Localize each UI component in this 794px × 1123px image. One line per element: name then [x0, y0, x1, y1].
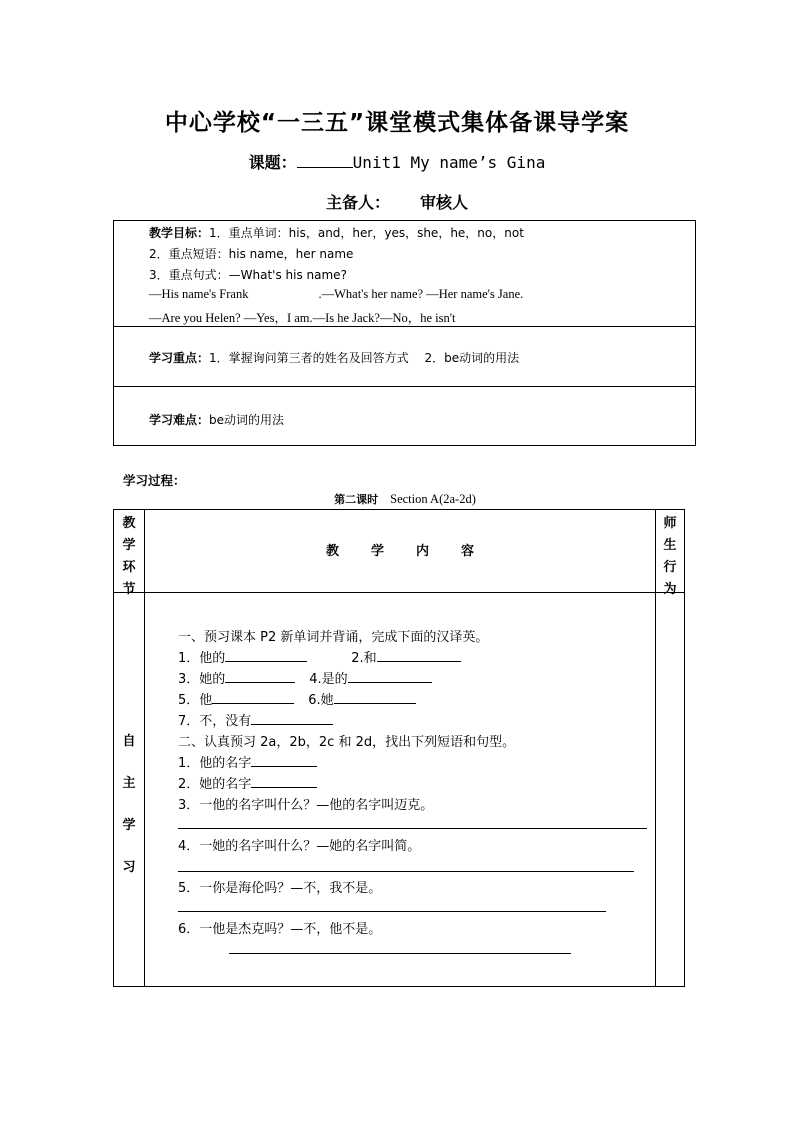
header-divider	[114, 592, 684, 593]
answer-blank[interactable]	[377, 648, 461, 662]
answer-blank[interactable]	[348, 669, 432, 683]
study-table	[113, 509, 685, 987]
header-char: 节	[122, 582, 136, 597]
stage-char: 习	[122, 860, 136, 875]
answer-blank[interactable]	[251, 711, 333, 725]
header-char: 为	[663, 582, 677, 597]
difficulty-label: 学习难点：	[149, 413, 210, 427]
answer-blank[interactable]	[225, 648, 307, 662]
header-char: 师	[663, 516, 677, 531]
topic-value: Unit1 My name’s Gina	[352, 153, 546, 172]
behavior-header	[655, 512, 685, 597]
item-no	[178, 710, 333, 729]
difficulty	[149, 411, 284, 428]
answer-line[interactable]	[178, 828, 647, 829]
answer-line[interactable]	[178, 911, 606, 912]
section-name: Section A(2a-2d)	[390, 492, 476, 506]
header-char: 学	[122, 538, 136, 553]
answer-blank[interactable]	[212, 690, 294, 704]
answer-blank[interactable]	[251, 774, 317, 788]
stage-header	[114, 512, 144, 597]
answer-blank[interactable]	[225, 669, 295, 683]
part2-title: 二、认真预习 2a，2b，2c 和 2d，找出下列短语和句型。	[178, 735, 516, 750]
item-label: 7．不，没有	[178, 714, 252, 729]
lesson-heading	[0, 491, 794, 507]
page-title: 中心学校“一三五”课堂模式集体备课导学案	[164, 110, 630, 136]
header-char: 行	[663, 560, 677, 575]
sentence-3: 3．一他的名字叫什么？—他的名字叫迈克。	[178, 798, 434, 813]
key-label: 学习重点：	[149, 351, 210, 365]
sentence-5: 5．一你是海伦吗？—不，我不是。	[178, 881, 382, 896]
column-divider	[144, 510, 145, 986]
difficulty-text: be动词的用法	[209, 413, 285, 427]
answer-blank[interactable]	[334, 690, 416, 704]
header-char: 教	[325, 544, 339, 559]
lesson-topic	[0, 150, 794, 173]
stage-char: 主	[122, 776, 136, 791]
item-her-yes	[178, 668, 432, 687]
process-label: 学习过程：	[123, 473, 186, 488]
sentence-4: 4．一她的名字叫什么？—她的名字叫简。	[178, 839, 421, 854]
item-label: 4.是的	[309, 672, 348, 687]
stage-self-study	[114, 730, 144, 875]
goal-4b: .—What's her name? —Her name's Jane.	[318, 287, 524, 301]
header-char: 环	[122, 560, 136, 575]
item-label: 1．他的	[178, 651, 226, 666]
header-char: 教	[122, 516, 136, 531]
goal-1: 1．重点单词：his，and，her，yes，she，he，no，not	[209, 226, 524, 240]
lesson-number: 第二课时	[334, 493, 379, 506]
preparer-line	[0, 190, 794, 213]
phrase-his-name	[178, 752, 317, 771]
goal-2: 2．重点短语：his name，her name	[149, 247, 354, 261]
header-char: 内	[416, 544, 430, 559]
phrase-her-name	[178, 773, 317, 792]
header-char: 容	[461, 544, 475, 559]
goal-3: 3．重点句式：—What's his name?	[149, 268, 347, 282]
header-char: 学	[370, 544, 384, 559]
item-label: 5．他	[178, 693, 213, 708]
item-label: 1．他的名字	[178, 756, 252, 771]
header-char: 生	[663, 538, 677, 553]
answer-blank[interactable]	[251, 753, 317, 767]
item-label: 2．她的名字	[178, 777, 252, 792]
preparer-label: 主备人：	[325, 193, 390, 212]
key-text: 1．掌握询问第三者的姓名及回答方式 2．be动词的用法	[209, 351, 520, 365]
item-he-his	[178, 647, 461, 666]
divider	[114, 386, 695, 387]
topic-label: 课题：	[248, 153, 297, 172]
sentence-6: 6．一他是杰克吗？—不，他不是。	[178, 922, 382, 937]
answer-line[interactable]	[178, 871, 634, 872]
item-label: 2.和	[351, 651, 377, 666]
reviewer-label: 审核人	[420, 193, 469, 212]
stage-char: 学	[122, 818, 136, 833]
content-header	[145, 540, 655, 559]
goals-label: 教学目标：	[149, 226, 210, 240]
part1-title: 一、预习课本 P2 新单词并背诵，完成下面的汉译英。	[178, 630, 489, 645]
objectives-box	[113, 220, 696, 446]
answer-line[interactable]	[229, 953, 571, 954]
goal-5: —Are you Helen? —Yes，I am.—Is he Jack?—No，he isn't	[149, 311, 456, 325]
item-he-she	[178, 689, 416, 708]
goal-4	[149, 287, 523, 302]
divider	[114, 326, 695, 327]
key-points	[149, 349, 519, 366]
item-label: 6.她	[308, 693, 334, 708]
stage-char: 自	[122, 734, 136, 749]
topic-blank	[297, 153, 353, 168]
goal-line-1	[149, 224, 524, 241]
item-label: 3．她的	[178, 672, 226, 687]
goal-4a: —His name's Frank	[149, 287, 249, 301]
